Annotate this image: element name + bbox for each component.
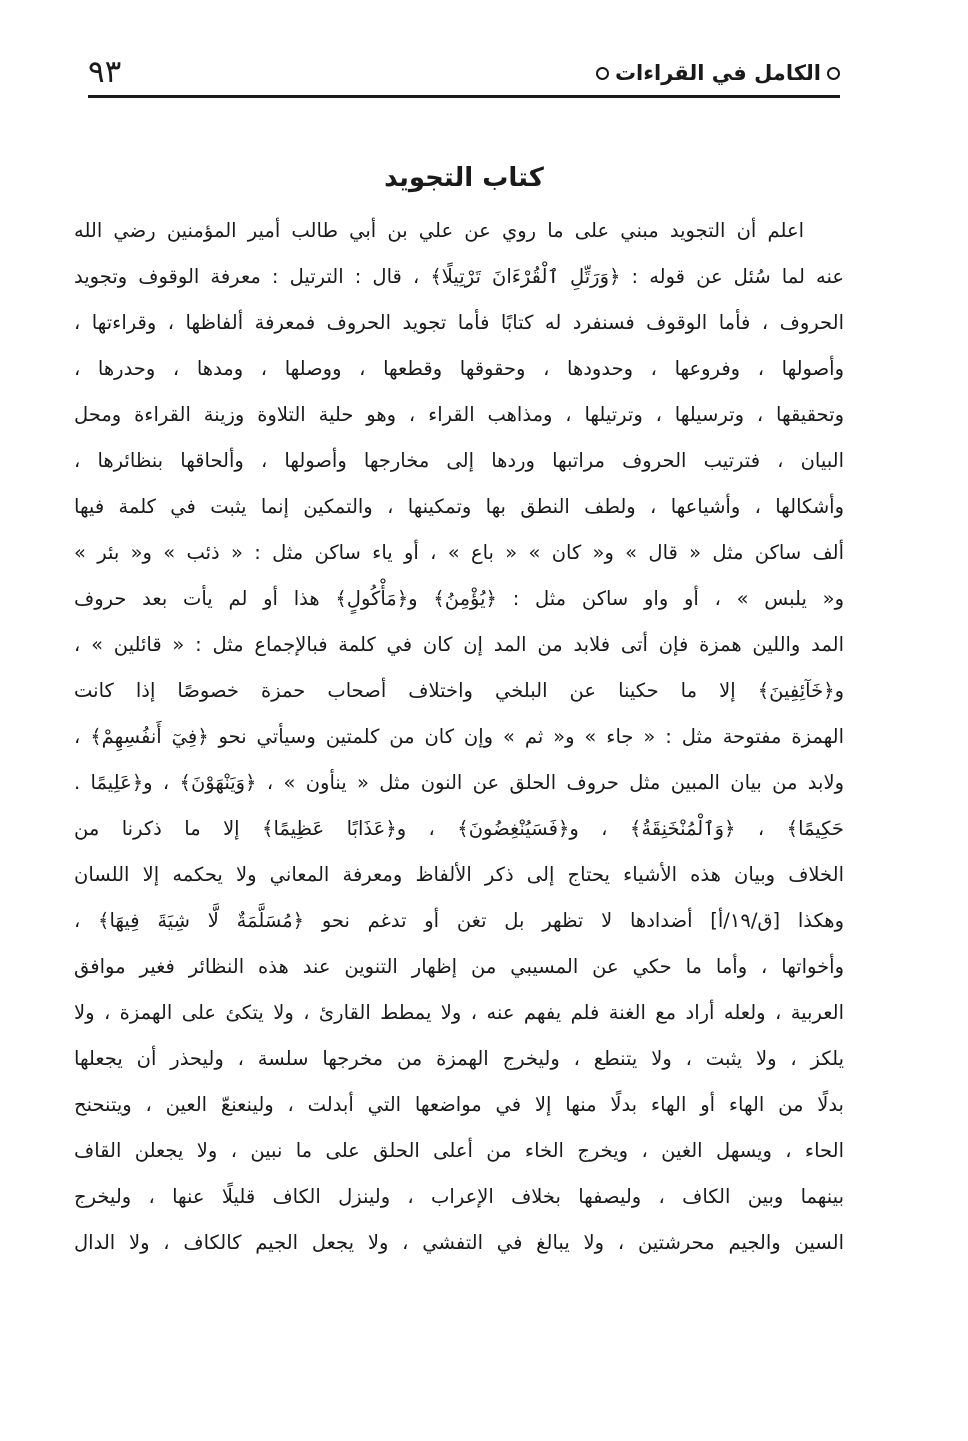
text-line: ألف ساكن مثل « قال » و« كان » « باع » ، أو ياء ساكن مثل : « ذئب » و« بئر » (74, 541, 844, 564)
text-line: الهمزة مفتوحة مثل : « جاء » و« ثم » وإن كان من كلمتين وسيأتي نحو ﴿فِيٓ أَنفُسِهِمْ﴾ ، (74, 725, 844, 748)
page-number: ٩٣ (88, 54, 122, 90)
text-line: حَكِيمًا﴾ ، ﴿وَٱلْمُنْخَنِقَةُ﴾ ، و﴿فَسَيُنْغِضُونَ﴾ ، و﴿عَذَابًا عَظِيمًا﴾ إلا ما ذكرنا من (74, 817, 844, 840)
header-rule (88, 95, 840, 98)
text-line: وأصولها ، وفروعها ، وحدودها ، وحقوقها وقطعها ، ووصلها ، ومدها ، وحدرها ، (74, 357, 844, 380)
text-line: المد واللين همزة فإن أتى فلابد من المد إن كان في كلمة فبالإجماع مثل : « قائلين » ، (74, 633, 844, 656)
text-line: ولابد من بيان المبين مثل حروف الحلق عن النون مثل « ينأون » ، ﴿وَيَنْهَوْنَ﴾ ، و﴿عَلِيمًا . (74, 771, 844, 794)
text-line: و﴿خَآئِفِينَ﴾ إلا ما حكينا عن البلخي واختلاف أصحاب حمزة خصوصًا إذا كانت (74, 679, 844, 702)
text-line: البيان ، فترتيب الحروف مراتبها وردها إلى مخارجها وأصولها ، وألحاقها بنظائرها ، (74, 449, 844, 472)
text-line: بدلًا من الهاء أو الهاء بدلًا منها إلا في مواضعها التي أبدلت ، ولينعنعّ العين ، ويتنحنح (74, 1093, 844, 1116)
text-line: وهكذا [ق/١٩/أ] أضدادها لا تظهر بل تغن أو تدغم نحو ﴿مُسَلَّمَةٌ لَّا شِيَةَ فِيهَا﴾ ، (74, 909, 844, 932)
page-header (88, 48, 840, 98)
text-line: الحاء ، ويسهل الغين ، ويخرج الخاء من أعلى الحلق على ما نبين ، ولا يجعلن القاف (74, 1139, 844, 1162)
text-line: الحروف ، فأما الوقوف فسنفرد له كتابًا فأما تجويد الحروف فمعرفة ألفاظها ، وقراءتها ، (74, 311, 844, 334)
text-line: السين والجيم محرشتين ، ولا يبالغ في التفشي ، ولا يجعل الجيم كالكاف ، ولا الدال (74, 1231, 844, 1254)
text-line: العربية ، ولعله أراد مع الغنة فلم يفهم عنه ، ولا يمطط القارئ ، ولا يتكئ على الهمزة ، ولا (74, 1001, 844, 1024)
text-line: و« يلبس » ، أو واو ساكن مثل : ﴿يُؤْمِنُ﴾ و﴿مَأْكُولٍ﴾ هذا أو لم يأت بعد حروف (74, 587, 844, 610)
text-line: اعلم أن التجويد مبني على ما روي عن علي بن أبي طالب أمير المؤمنين رضي الله (74, 219, 804, 242)
text-line: وتحقيقها ، وترسيلها ، وترتيلها ، ومذاهب القراء ، وهو حلية التلاوة وزينة القراءة ومحل (74, 403, 844, 426)
running-title (596, 56, 840, 90)
text-line: وأخواتها ، وأما ما حكي عن المسيبي من إظهار التنوين عند هذه النظائر فغير موافق (74, 955, 844, 978)
circle-ornament-icon (596, 67, 609, 80)
body-text (74, 208, 844, 1266)
text-line: عنه لما سُئل عن قوله : ﴿وَرَتِّلِ ٱلْقُرْءَانَ تَرْتِيلًا﴾ ، قال : الترتيل : معرفة الوقوف وتجويد (74, 265, 844, 288)
text-line: يلكز ، ولا يثبت ، ولا يتنطع ، وليخرج الهمزة من مخرجها سلسة ، وليحذر أن يجعلها (74, 1047, 844, 1070)
text-line: وأشكالها ، وأشياعها ، ولطف النطق بها وتمكينها ، والتمكين إنما يثبت في كلمة فيها (74, 495, 844, 518)
running-title-text: الكامل في القراءات (614, 61, 821, 85)
text-line: بينهما وبين الكاف ، وليصفها بخلاف الإعراب ، ولينزل الكاف قليلًا عنها ، وليخرج (74, 1185, 844, 1208)
chapter-title: كتاب التجويد (384, 163, 544, 193)
circle-ornament-icon (827, 67, 840, 80)
text-line: الخلاف وبيان هذه الأشياء يحتاج إلى ذكر الألفاظ ومعرفة المعاني ولا يحكمه إلا اللسان (74, 863, 844, 886)
